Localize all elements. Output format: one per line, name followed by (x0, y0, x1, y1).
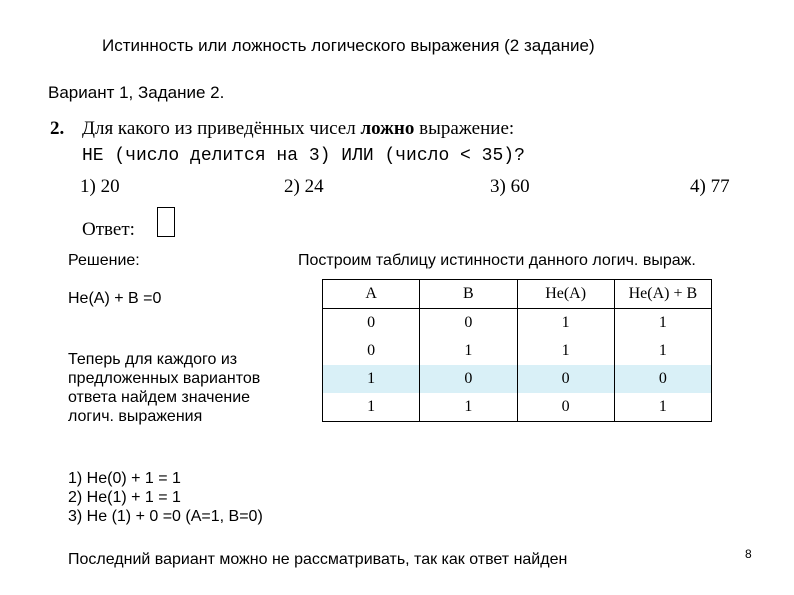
header-a: A (323, 280, 420, 309)
table-cell: 0 (420, 365, 517, 393)
table-row-highlighted (323, 365, 712, 393)
calculations (68, 469, 263, 526)
calculation-line: 2) Не(1) + 1 = 1 (68, 489, 181, 506)
explanation-line: логич. выражения (68, 408, 203, 425)
table-cell: 0 (614, 365, 711, 393)
page-title: Истинность или ложность логического выражения (2 задание) (102, 36, 595, 55)
formula: Не(A) + B =0 (68, 290, 162, 307)
table-cell: 1 (420, 337, 517, 365)
explanation (68, 350, 308, 426)
table-cell: 0 (420, 309, 517, 338)
answer-label: Ответ: (82, 219, 135, 240)
task-number: 2. (50, 118, 65, 139)
calculation-line: 1) Не(0) + 1 = 1 (68, 470, 181, 487)
table-cell: 1 (323, 365, 420, 393)
table-cell: 1 (517, 337, 614, 365)
truth-table-header (323, 280, 712, 309)
question-bold: ложно (360, 118, 415, 139)
table-cell: 0 (517, 393, 614, 422)
option-2: 2) 24 (284, 176, 324, 197)
table-cell: 0 (517, 365, 614, 393)
table-cell: 1 (517, 309, 614, 338)
table-row (323, 309, 712, 338)
question-before: Для какого из приведённых чисел (82, 118, 356, 139)
question-after: выражение: (419, 118, 515, 139)
table-cell: 0 (367, 342, 376, 359)
task-expression: НЕ (число делится на 3) ИЛИ (число < 35)? (82, 146, 525, 166)
variant-heading: Вариант 1, Задание 2. (48, 83, 225, 102)
table-cell: 1 (367, 398, 376, 415)
table-cell: 1 (420, 393, 517, 422)
page-number: 8 (745, 547, 752, 561)
explanation-line: предложенных вариантов (68, 370, 261, 387)
option-3: 3) 60 (490, 176, 530, 197)
answer-box (157, 207, 175, 237)
task-question (82, 118, 514, 140)
table-cell: 0 (367, 314, 376, 331)
table-caption: Построим таблицу истинности данного логич. выраж. (298, 252, 696, 269)
truth-table (322, 279, 712, 422)
table-cell: 1 (614, 309, 711, 338)
calculation-line: 3) Не (1) + 0 =0 (A=1, B=0) (68, 508, 263, 525)
table-row (323, 337, 712, 365)
option-4: 4) 77 (690, 176, 730, 197)
option-1: 1) 20 (80, 176, 120, 197)
table-cell: 1 (614, 393, 711, 422)
header-result: Не(A) + B (614, 280, 711, 309)
final-note: Последний вариант можно не рассматривать, так как ответ найден (68, 551, 568, 568)
explanation-line: ответа найдем значение (68, 389, 251, 406)
explanation-line: Теперь для каждого из (68, 351, 238, 368)
table-row (323, 393, 712, 422)
solution-label: Решение: (68, 252, 140, 269)
table-cell: 1 (614, 337, 711, 365)
header-b: B (420, 280, 517, 309)
header-not-a: Не(A) (517, 280, 614, 309)
